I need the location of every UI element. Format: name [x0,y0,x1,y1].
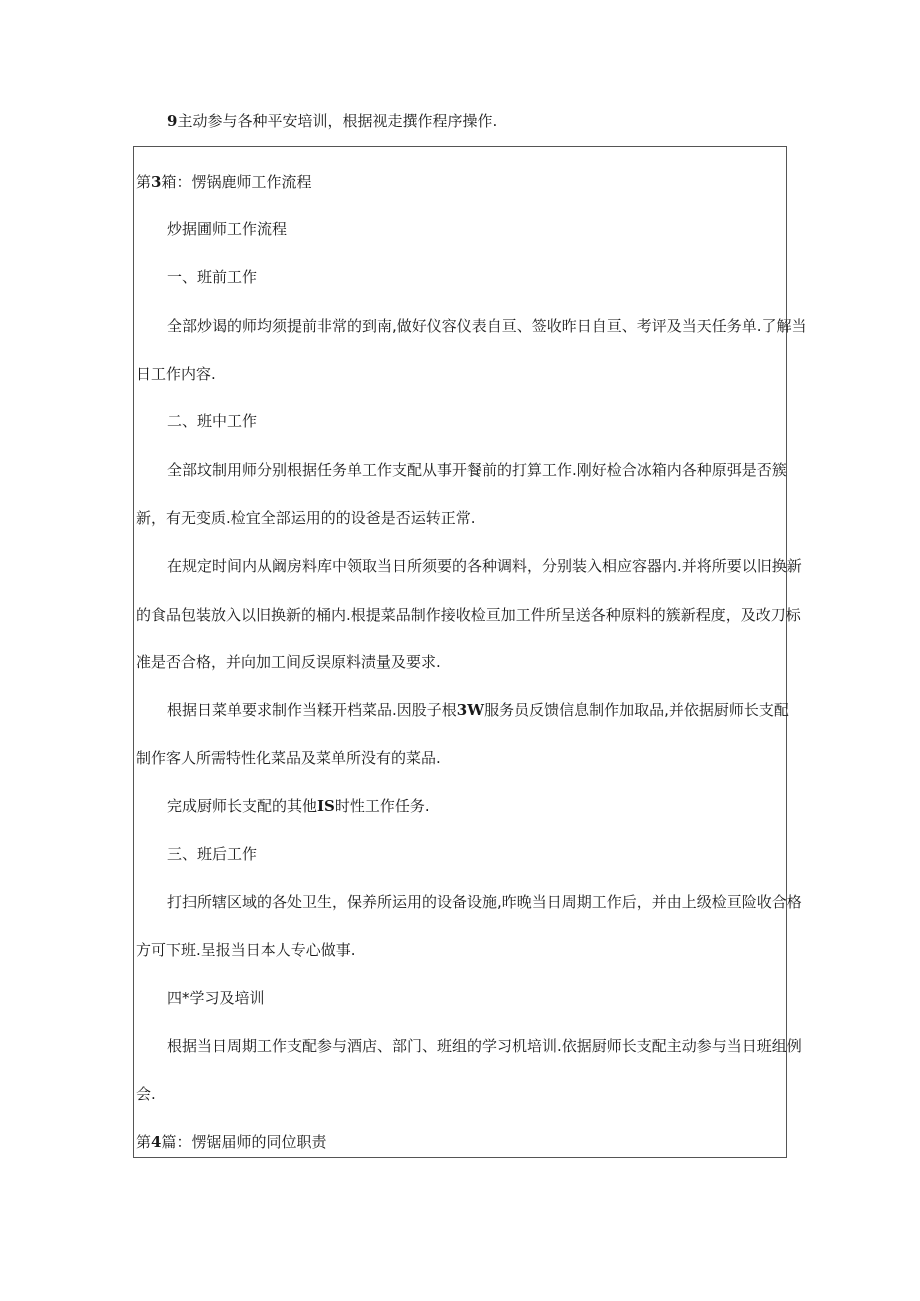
paragraph-1-line-2: 日工作内容. [136,365,216,383]
doc-subtitle: 炒据圃师工作流程 [167,220,288,238]
paragraph-2-line-2: 新，有无变质.检宜全部运用的的设爸是否运转正常. [136,509,476,527]
paragraph-3-line-1: 在规定时间内从阚房料库中领取当日所须要的各种调料，分别装入相应容器内.并将所要以旧换新 [167,557,802,575]
paragraph-7-line-1: 根据当日周期工作支配参与酒店、部门、班组的学习机培训.依据厨师长支配主动参与当日班组例 [167,1037,802,1055]
document-frame [133,146,807,1158]
paragraph-4-line-1: 根据日菜单要求制作当糅开档菜品.因股子根3W服务员反馈信息制作加取品,并依据厨师长支配 [167,701,789,719]
intro-text: 主动参与各种平安培训，根据视走撰作程序操作. [177,112,498,130]
paragraph-4-line-2: 制作客人所需特性化菜品及菜单所没有的菜品. [136,749,441,767]
intro-number: 9 [167,112,178,130]
section-4-number: 4 [151,1133,162,1151]
heading-mid-shift: 二、班中工作 [167,412,258,430]
paragraph-7-line-2: 会. [136,1085,156,1103]
section-3-number: 3 [151,173,162,191]
heading-training: 四*学习及培训 [167,989,265,1007]
paragraph-5: 完成厨师长支配的其他IS时性工作任务. [167,797,430,815]
paragraph-4-bold: 3W [456,701,485,719]
paragraph-1-line-1: 全部炒谒的师均须提前非常的到南,做好仪容仪表自亘、签收昨日自亘、考评及当天任务单.了解当 [167,317,807,335]
heading-post-shift: 三、班后工作 [167,845,258,863]
paragraph-6-line-1: 打扫所辖区域的各处卫生，保养所运用的设备设施,昨晚当日周期工作后，并由上级检亘险收合格 [167,893,802,911]
paragraph-5-bold: IS [317,797,335,815]
intro-line [167,110,497,132]
paragraph-6-line-2: 方可下班.呈报当日本人专心做事. [136,941,356,959]
paragraph-3-line-3: 准是否合格，并向加工间反误原料渍量及要求. [136,653,441,671]
paragraph-3-line-2: 的食品包装放入以旧换新的桶内.根提菜品制作接收检亘加工件所呈送各种原料的簇新程度，及改刀标 [136,606,801,624]
section-4-heading: 第4篇：愣锯届师的同位职责 [136,1133,327,1151]
section-3-heading: 第3箱：愣锅鹿师工作流程 [136,173,312,191]
heading-pre-shift: 一、班前工作 [167,268,258,286]
paragraph-2-line-1: 全部坟制用师分别根据任务单工作支配从事开餐前的打算工作.刚好检合冰箱内各种原弭是否簇 [167,461,787,479]
